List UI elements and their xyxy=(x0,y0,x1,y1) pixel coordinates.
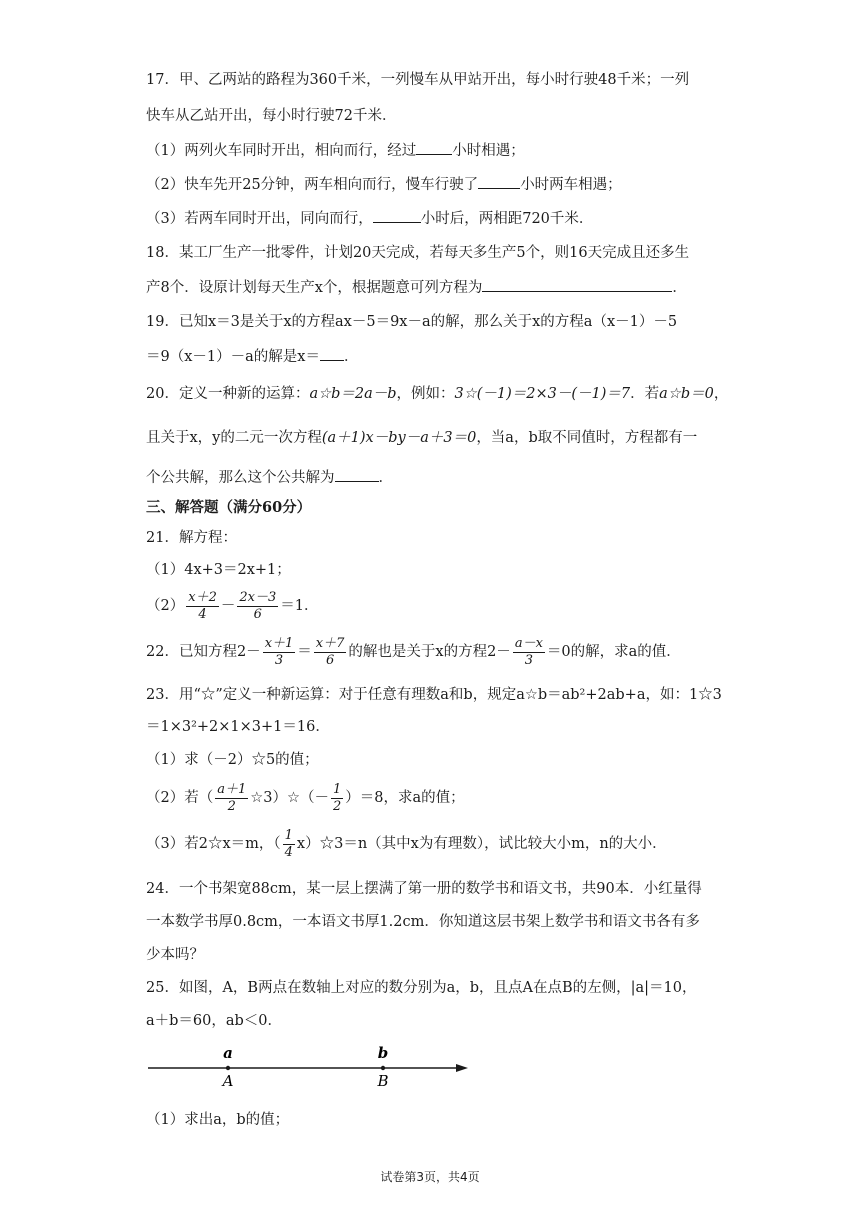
q18-line2 xyxy=(146,277,726,298)
q20-text-e: ．若 xyxy=(630,386,660,402)
q23-p2-f1-den: 2 xyxy=(227,798,236,814)
q23-p3-fraction xyxy=(283,828,295,861)
q23-line1: 23．用“☆”定义一种新运算：对于任意有理数a和b，规定a☆b＝ab²+2ab+a，如：1☆3 xyxy=(146,687,722,703)
q21-minus: － xyxy=(220,598,236,614)
q23-p2-text-b: ☆3）☆（－ xyxy=(250,790,329,806)
q20-condition: a☆b＝0 xyxy=(659,386,714,402)
q17-part1-text-b: 小时相遇； xyxy=(452,143,525,159)
q23-p3-text-b: x）☆3＝n（其中x为有理数），试比较大小m，n的大小． xyxy=(296,836,667,852)
q17-line2: 快车从乙站开出，每小时行驶72千米． xyxy=(146,108,397,124)
q18-blank xyxy=(482,277,672,292)
q17-blank3 xyxy=(373,208,421,223)
q25-line1: 25．如图，A，B两点在数轴上对应的数分别为a，b，且点A在点B的左侧，|a|＝10， xyxy=(146,980,697,996)
q17-part2-text-b: 小时两车相遇； xyxy=(520,177,622,193)
q23-p2-f2-num: 1 xyxy=(333,781,342,797)
q21-part2 xyxy=(146,586,726,626)
q21-fraction2 xyxy=(237,590,278,623)
q20-text-g: ， xyxy=(713,386,729,402)
q23-p2-f1-num: a＋1 xyxy=(217,781,247,797)
q21-f1-den: 4 xyxy=(198,606,207,622)
q23-line2: ＝1×3²+2×1×3+1＝16． xyxy=(146,719,330,735)
q22-f2-den: 6 xyxy=(325,652,335,668)
q20-text-l2c: ，当a，b取不同值时，方程都有一 xyxy=(476,430,698,446)
q25-part1: （1）求出a，b的值； xyxy=(146,1112,290,1128)
page-footer: 试卷第3页，共4页 xyxy=(380,1170,480,1184)
q20-blank xyxy=(335,467,379,482)
q21-f2-den: 6 xyxy=(253,606,262,622)
q20-line3 xyxy=(146,467,726,488)
q22-f3-den: 3 xyxy=(524,652,533,668)
q17-part3 xyxy=(146,208,726,229)
q20-text-a: 20．定义一种新的运算： xyxy=(146,386,310,402)
q23-p3-f-den: 4 xyxy=(284,844,293,860)
q23-part1: （1）求（－2）☆5的值； xyxy=(146,752,319,768)
q22-text-b: 的解也是关于x的方程2－ xyxy=(348,644,511,660)
q22-fraction3 xyxy=(513,636,545,669)
q17-part2-text-a: （2）快车先开25分钟，两车相向而行，慢车行驶了 xyxy=(146,177,479,193)
q17-part1 xyxy=(146,140,726,161)
q20-text-c: ，例如： xyxy=(396,386,455,402)
q19-line2 xyxy=(146,346,726,367)
q22 xyxy=(146,632,726,672)
q23-p2-fraction2 xyxy=(331,782,343,815)
q22-f1-den: 3 xyxy=(274,652,284,668)
q24-line3: 少本吗？ xyxy=(146,947,204,963)
q21-f1-num: x＋2 xyxy=(188,589,217,605)
q17-part3-text-a: （3）若两车同时开出，同向而行， xyxy=(146,211,373,227)
q22-text-c: ＝0的解，求a的值． xyxy=(546,644,681,660)
q17-part2 xyxy=(146,174,726,195)
q18-line2-text-a: 产8个．设原计划每天生产x个，根据题意可列方程为 xyxy=(146,280,483,296)
label-lower-b: b xyxy=(377,1044,389,1062)
q17-blank2 xyxy=(478,174,520,189)
q20-text-l2a: 且关于x，y的二元一次方程 xyxy=(146,430,322,446)
q22-f1-num: x＋1 xyxy=(264,635,294,651)
q22-fraction1 xyxy=(263,636,296,669)
q23-p2-text-a: （2）若（ xyxy=(146,790,214,806)
q24-line1: 24．一个书架宽88cm，某一层上摆满了第一册的数学书和语文书，共90本．小红量得 xyxy=(146,881,702,897)
q20-line2 xyxy=(146,428,726,448)
number-line-arrow-icon xyxy=(456,1064,468,1072)
q24-line2: 一本数学书厚0.8cm，一本语文书厚1.2cm．你知道这层书架上数学书和语文书各有多 xyxy=(146,914,700,930)
q22-fraction2 xyxy=(314,636,347,669)
point-b-dot xyxy=(381,1066,385,1070)
q17-line1: 17．甲、乙两站的路程为360千米，一列慢车从甲站开出，每小时行驶48千米；一列 xyxy=(146,72,690,88)
q19-blank xyxy=(320,346,344,361)
q23-p2-text-c: ）＝8，求a的值； xyxy=(345,790,465,806)
q22-text-a: 22．已知方程2－ xyxy=(146,644,261,660)
q22-equals: ＝ xyxy=(297,644,312,660)
q21-part1: （1）4x+3＝2x+1； xyxy=(146,562,291,578)
q20-text-l3a: 个公共解，那么这个公共解为 xyxy=(146,470,335,486)
q21-f2-num: 2x－3 xyxy=(239,589,277,605)
q21-fraction1 xyxy=(186,590,219,623)
label-point-B: B xyxy=(377,1072,389,1090)
label-point-A: A xyxy=(222,1072,234,1090)
q20-line1 xyxy=(146,384,729,404)
q17-blank1 xyxy=(416,140,452,155)
q17-part3-text-b: 小时后，两相距720千米． xyxy=(420,211,594,227)
number-line-figure xyxy=(146,1042,476,1092)
point-a-dot xyxy=(226,1066,230,1070)
q18-line1: 18．某工厂生产一批零件，计划20天完成，若每天多生产5个，则16天完成且还多生 xyxy=(146,245,690,261)
q20-operation-def: a☆b＝2a－b xyxy=(309,386,397,402)
q23-p3-f-num: 1 xyxy=(284,827,293,843)
q23-part2 xyxy=(146,778,726,818)
q18-line2-text-b: ． xyxy=(672,280,687,296)
q21-rhs: ＝1． xyxy=(280,598,319,614)
q19-line1: 19．已知x＝3是关于x的方程ax－5＝9x－a的解，那么关于x的方程a（x－1）－5 xyxy=(146,314,678,330)
q17-part1-text-a: （1）两列火车同时开出，相向而行，经过 xyxy=(146,143,417,159)
q23-p2-f2-den: 2 xyxy=(333,798,342,814)
q20-example: 3☆(－1)＝2×3－(－1)＝7 xyxy=(454,386,631,402)
q21-part2-label: （2） xyxy=(146,598,185,614)
q23-part3 xyxy=(146,824,726,864)
q23-p3-text-a: （3）若2☆x＝m，（ xyxy=(146,836,281,852)
q22-f2-num: x＋7 xyxy=(315,635,345,651)
q19-line2-text-a: ＝9（x－1）－a的解是x＝ xyxy=(146,349,320,365)
label-lower-a: a xyxy=(223,1044,233,1062)
q20-equation: (a＋1)x－by－a＋3＝0 xyxy=(321,430,477,446)
section-heading: 三、解答题（满分60分） xyxy=(146,499,312,516)
q20-text-l3b: ． xyxy=(378,470,393,486)
q25-line2: a＋b＝60，ab＜0． xyxy=(146,1013,283,1029)
q22-f3-num: a－x xyxy=(514,635,543,651)
q21-line1: 21．解方程： xyxy=(146,530,237,546)
q19-line2-text-b: ． xyxy=(343,349,359,365)
q23-p2-fraction1 xyxy=(215,782,248,815)
